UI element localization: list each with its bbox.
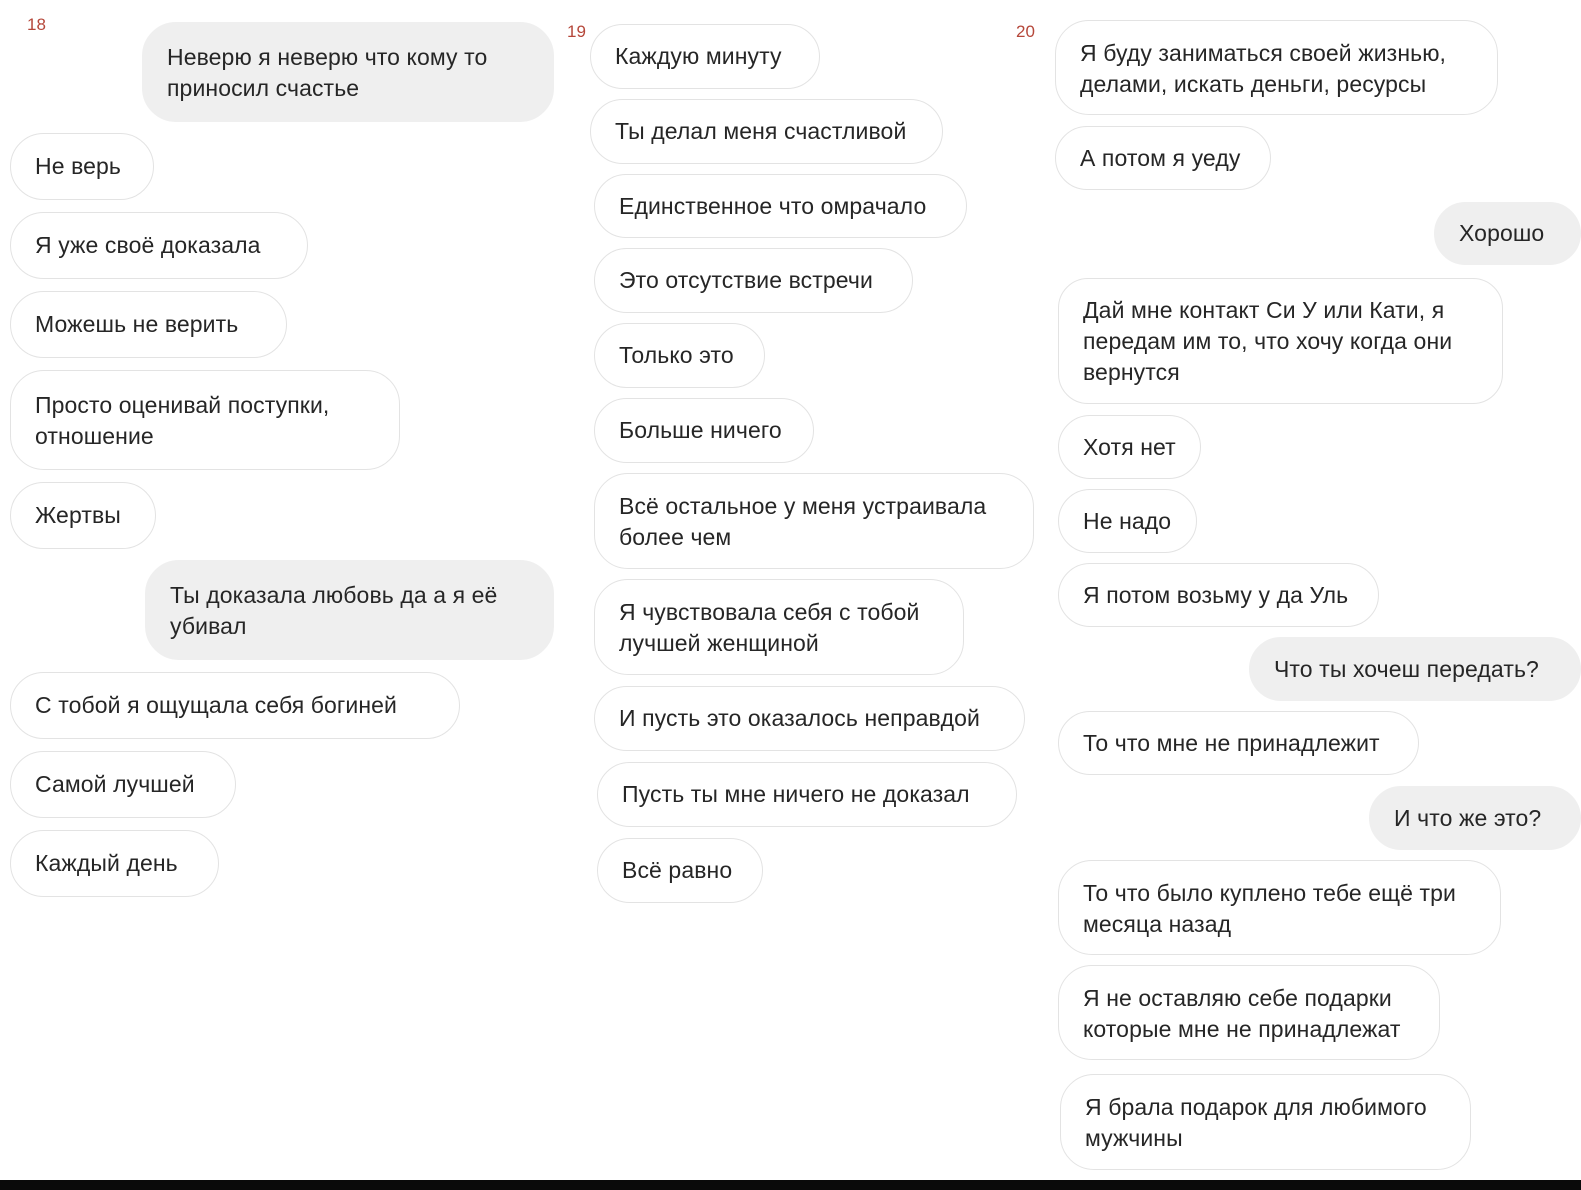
message-bubble-received[interactable] [594,473,1034,569]
message-bubble-received[interactable] [594,686,1025,751]
message-bubble-received[interactable] [594,579,964,675]
message-bubble-received[interactable] [597,762,1017,827]
message-text: Жертвы [35,502,121,528]
chat-panel-20[interactable] [1010,0,1581,1180]
message-text: Каждый день [35,850,178,876]
message-text: Ты доказала любовь да а я её убивал [170,582,498,639]
message-bubble-received[interactable] [1058,415,1201,479]
message-text: Всё остальное у меня устраивала более чем [619,493,987,550]
message-bubble-received[interactable] [594,248,913,313]
message-text: Я буду заниматься своей жизнью, делами, искать деньги, ресурсы [1080,39,1447,97]
message-bubble-received[interactable] [1058,711,1419,775]
message-text: Каждую минуту [615,43,782,69]
message-bubble-received[interactable] [10,133,154,200]
page-number: 19 [567,22,586,41]
message-bubble-received[interactable] [1055,20,1498,115]
message-bubble-received[interactable] [1058,563,1379,627]
message-text: Единственное что омрачало [619,192,927,219]
message-bubble-received[interactable] [590,24,820,89]
page-number: 20 [1016,22,1035,41]
message-bubble-received[interactable] [10,482,156,549]
message-text: Я брала подарок для любимого мужчины [1085,1094,1427,1151]
message-bubble-received[interactable] [10,751,236,818]
message-text: Можешь не верить [35,311,239,337]
message-bubble-received[interactable] [1058,489,1197,553]
message-text: Я не оставляю себе подарки которые мне не принадлежат [1083,984,1401,1042]
message-bubble-received[interactable] [10,291,287,358]
message-bubble-received[interactable] [10,672,460,739]
message-bubble-sent[interactable] [1249,637,1581,701]
chat-panel-19[interactable] [560,0,1040,1180]
message-bubble-received[interactable] [597,838,763,903]
message-text: Хотя нет [1083,433,1176,460]
message-bubble-received[interactable] [1055,126,1271,190]
message-text: Просто оценивай поступки, отношение [35,392,330,449]
message-text: Это отсутствие встречи [619,267,873,293]
message-bubble-received[interactable] [10,830,219,897]
message-text: То что было куплено тебе ещё три месяца назад [1083,879,1456,937]
message-text: То что мне не принадлежит [1083,729,1380,756]
message-bubble-received[interactable] [594,398,814,463]
message-text: И что же это? [1394,804,1542,831]
message-bubble-sent[interactable] [145,560,554,660]
message-text: И пусть это оказалось неправдой [619,705,980,731]
message-bubble-received[interactable] [1058,278,1503,404]
message-bubble-received[interactable] [10,212,308,279]
message-text: Хорошо [1459,220,1545,246]
message-bubble-sent[interactable] [1434,202,1581,265]
message-text: С тобой я ощущала себя богиней [35,692,397,718]
message-text: Всё равно [622,857,733,883]
message-text: Не надо [1083,507,1172,534]
message-text: Пусть ты мне ничего не доказал [622,781,970,807]
message-text: Ты делал меня счастливой [615,118,907,144]
message-text: Дай мне контакт Си У или Кати, я передам им то, что хочу когда они вернутся [1083,296,1453,385]
message-bubble-received[interactable] [10,370,400,470]
message-text: Самой лучшей [35,771,195,797]
message-bubble-received[interactable] [1060,1074,1471,1170]
message-text: А потом я уеду [1080,144,1241,171]
message-text: Не верь [35,153,122,179]
bottom-edge-bar [0,1180,1581,1190]
message-bubble-received[interactable] [594,323,765,388]
page-number: 18 [27,15,46,34]
message-text: Я чувствовала себя с тобой лучшей женщиной [619,599,920,656]
message-text: Я потом возьму у да Уль [1083,581,1349,608]
message-text: Я уже своё доказала [35,232,261,258]
message-text: Что ты хочеш передать? [1274,655,1539,682]
message-bubble-received[interactable] [594,174,967,238]
message-text: Неверю я неверю что кому то приносил счастье [167,44,488,101]
message-bubble-received[interactable] [1058,860,1501,955]
message-bubble-sent[interactable] [142,22,554,122]
message-bubble-received[interactable] [1058,965,1440,1060]
message-bubble-received[interactable] [590,99,943,164]
message-text: Только это [619,342,734,368]
message-bubble-sent[interactable] [1369,786,1581,850]
chat-panel-18[interactable] [0,0,560,1180]
message-text: Больше ничего [619,417,782,443]
